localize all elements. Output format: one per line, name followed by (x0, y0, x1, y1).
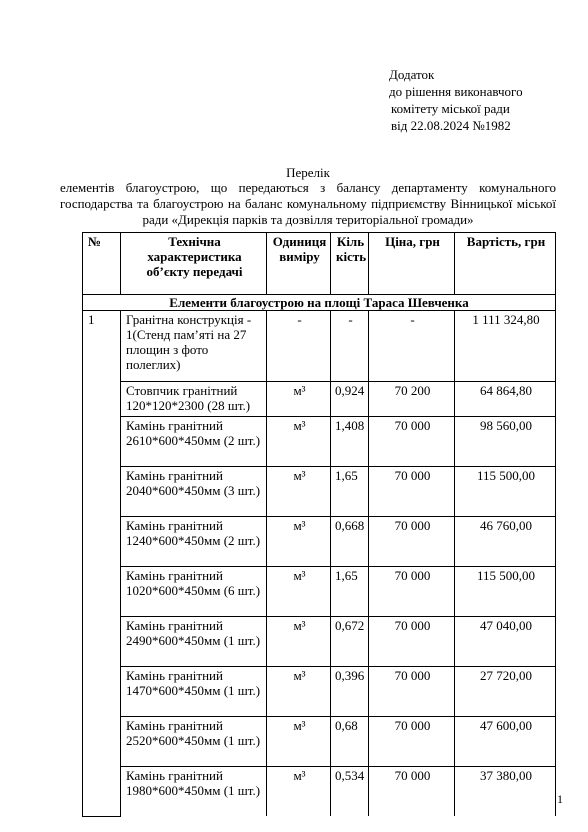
row-description: Стовпчик гранітний 120*120*2300 (28 шт.) (121, 382, 267, 417)
row-total: 47 040,00 (455, 617, 556, 667)
table-row (83, 382, 556, 417)
table-row (83, 667, 556, 717)
items-table (82, 232, 556, 817)
table-row (83, 311, 556, 382)
row-unit: - (267, 311, 331, 382)
row-total: 1 111 324,80 (455, 311, 556, 382)
row-description: Камінь гранітний 2490*600*450мм (1 шт.) (121, 617, 267, 667)
addendum-line: комітету міської ради (391, 101, 510, 116)
row-price: 70 200 (369, 382, 455, 417)
document-title: Перелік (286, 165, 330, 180)
row-unit: м³ (267, 617, 331, 667)
row-description: Камінь гранітний 1980*600*450мм (1 шт.) (121, 767, 267, 817)
row-price: - (369, 311, 455, 382)
addendum-line: Додаток (389, 67, 435, 82)
table-row (83, 617, 556, 667)
table-row (83, 767, 556, 817)
row-quantity: 1,408 (331, 417, 369, 467)
section-row (83, 295, 556, 311)
addendum-line: до рішення виконавчого (389, 84, 523, 99)
row-total: 47 600,00 (455, 717, 556, 767)
row-description: Камінь гранітний 1020*600*450мм (6 шт.) (121, 567, 267, 617)
row-total: 37 380,00 (455, 767, 556, 817)
table-row (83, 567, 556, 617)
row-price: 70 000 (369, 767, 455, 817)
table-row (83, 467, 556, 517)
table-row (83, 417, 556, 467)
row-total: 64 864,80 (455, 382, 556, 417)
row-total: 27 720,00 (455, 667, 556, 717)
table-header-row (83, 233, 556, 295)
header-unit: Одиниця виміру (267, 233, 331, 295)
header-num: № (83, 233, 121, 295)
row-description: Камінь гранітний 2040*600*450мм (3 шт.) (121, 467, 267, 517)
row-unit: м³ (267, 717, 331, 767)
row-price: 70 000 (369, 567, 455, 617)
row-total: 115 500,00 (455, 467, 556, 517)
addendum-date-number: від 22.08.2024 №1982 (391, 118, 511, 133)
row-quantity: 1,65 (331, 567, 369, 617)
section-title: Елементи благоустрою на площі Тараса Шевченка (83, 295, 556, 311)
row-unit: м³ (267, 517, 331, 567)
row-quantity: 0,924 (331, 382, 369, 417)
row-description: Камінь гранітний 2610*600*450мм (2 шт.) (121, 417, 267, 467)
row-price: 70 000 (369, 667, 455, 717)
row-price: 70 000 (369, 617, 455, 667)
row-total: 98 560,00 (455, 417, 556, 467)
row-description: Камінь гранітний 2520*600*450мм (1 шт.) (121, 717, 267, 767)
row-unit: м³ (267, 417, 331, 467)
row-quantity: 0,396 (331, 667, 369, 717)
row-price: 70 000 (369, 717, 455, 767)
row-total: 46 760,00 (455, 517, 556, 567)
page-number: 1 (557, 792, 563, 806)
row-number: 1 (83, 311, 121, 817)
row-price: 70 000 (369, 517, 455, 567)
table-row (83, 717, 556, 767)
row-unit: м³ (267, 382, 331, 417)
row-quantity: - (331, 311, 369, 382)
row-description: Камінь гранітний 1240*600*450мм (2 шт.) (121, 517, 267, 567)
header-description: Технічна характеристика об’єкту передачі (121, 233, 267, 295)
header-total: Вартість, грн (455, 233, 556, 295)
row-quantity: 1,65 (331, 467, 369, 517)
addendum-block (389, 66, 579, 134)
row-unit: м³ (267, 567, 331, 617)
row-quantity: 0,668 (331, 517, 369, 567)
row-total: 115 500,00 (455, 567, 556, 617)
header-quantity: Кіль кість (331, 233, 369, 295)
header-price: Ціна, грн (369, 233, 455, 295)
document-subtitle: елементів благоустрою, що передаються з балансу департаменту комунального господарства та благоустрою на баланс комунальному підприємству Вінницької міської ради «Дирекція парків та дозвілля територіальної громади» (60, 180, 556, 227)
row-description: Гранітна конструкція - 1(Стенд пам’яті на 27 площин з фото полеглих) (121, 311, 267, 382)
row-price: 70 000 (369, 417, 455, 467)
row-quantity: 0,672 (331, 617, 369, 667)
row-quantity: 0,68 (331, 717, 369, 767)
table-row (83, 517, 556, 567)
row-quantity: 0,534 (331, 767, 369, 817)
row-unit: м³ (267, 467, 331, 517)
row-price: 70 000 (369, 467, 455, 517)
row-unit: м³ (267, 667, 331, 717)
row-description: Камінь гранітний 1470*600*450мм (1 шт.) (121, 667, 267, 717)
row-unit: м³ (267, 767, 331, 817)
